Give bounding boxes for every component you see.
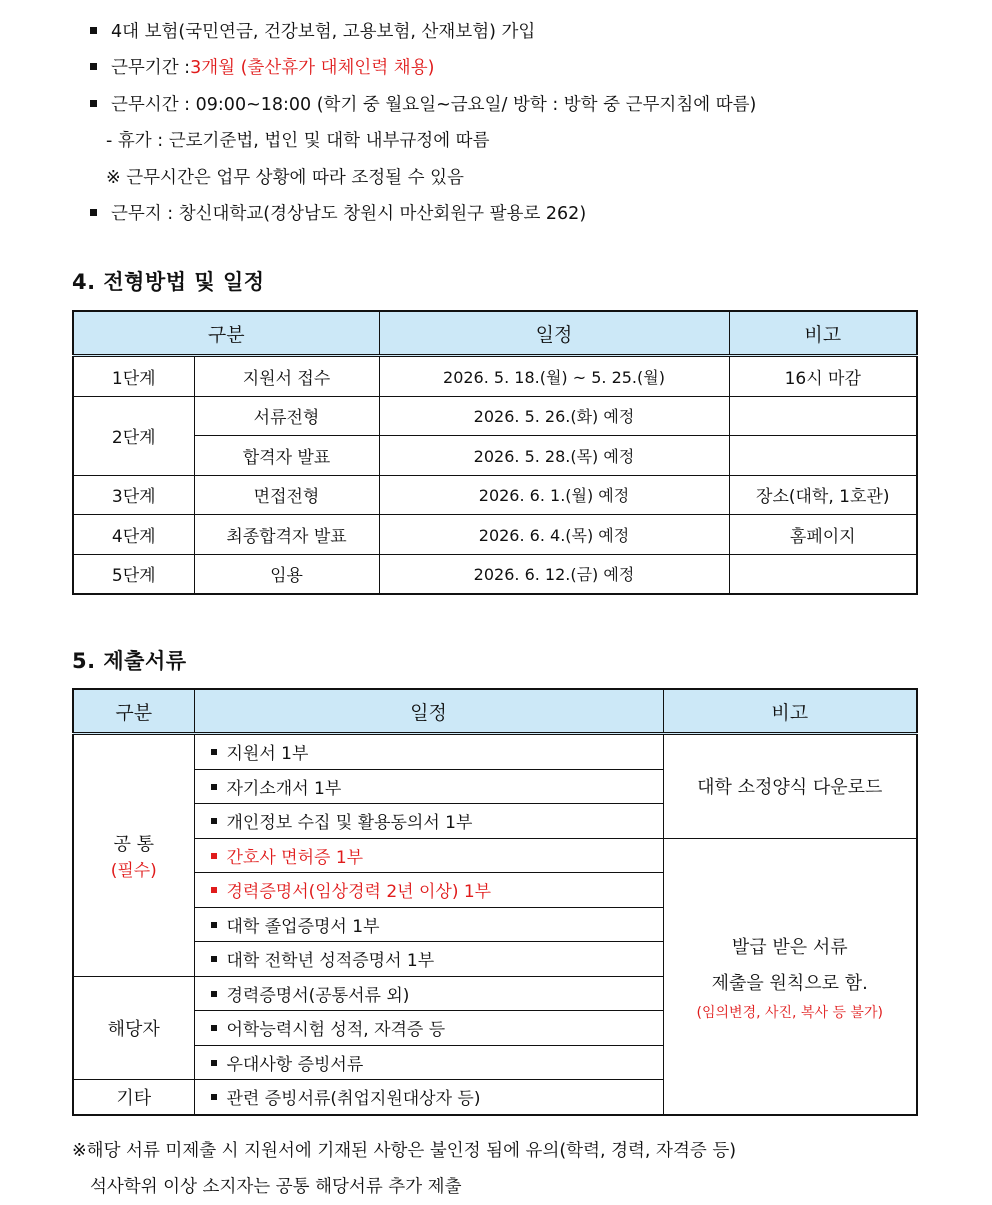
stage-cell: 2단계 (73, 396, 194, 475)
header-note: 비고 (663, 689, 917, 734)
group-common-label: 공 통 (113, 833, 154, 855)
bullet-square-icon (211, 887, 217, 893)
footnote-line: ※해당 서류 미제출 시 지원서에 기재된 사항은 불인정 됨에 유의(학력, 경력, 자격증 등) (72, 1141, 737, 1161)
date-cell: 2026. 6. 12.(금) 예정 (379, 554, 729, 594)
header-category: 구분 (73, 689, 194, 734)
document-item-required: 간호사 면허증 1부 (194, 838, 663, 873)
note-cell (729, 554, 917, 594)
bullet-square-icon (90, 209, 97, 216)
document-item: 대학 졸업증명서 1부 (194, 907, 663, 942)
note-cell (729, 396, 917, 436)
footnote-line: 석사학위 이상 소지자는 공통 해당서류 추가 제출 (90, 1177, 462, 1197)
documents-table (72, 688, 918, 1116)
stage-cell: 5단계 (73, 554, 194, 594)
stage-cell: 4단계 (73, 515, 194, 555)
bullet-square-icon (211, 853, 217, 859)
bullet-work-period: 근무기간 : 3개월 (출산휴가 대체인력 채용) (88, 49, 756, 86)
header-schedule: 일정 (379, 311, 729, 356)
sub-vacation: - 휴가 : 근로기준법, 법인 및 대학 내부규정에 따름 (106, 131, 490, 152)
note-line: 제출을 원칙으로 함. (711, 973, 868, 994)
header-category: 구분 (73, 311, 379, 356)
table-row (73, 356, 917, 397)
document-item: 어학능력시험 성적, 자격증 등 (194, 1011, 663, 1046)
document-item-required: 경력증명서(임상경력 2년 이상) 1부 (194, 873, 663, 908)
bullet-square-icon (211, 991, 217, 997)
table-row (73, 734, 917, 770)
bullet-square-icon (211, 784, 217, 790)
task-cell: 지원서 접수 (194, 356, 379, 397)
employment-conditions (88, 12, 756, 231)
note-form-download: 대학 소정양식 다운로드 (663, 734, 917, 839)
table-row (73, 396, 917, 436)
group-common-cell (73, 734, 194, 977)
header-schedule: 일정 (194, 689, 663, 734)
section5-title: 5. 제출서류 (72, 649, 187, 673)
group-applicable-cell: 해당자 (73, 976, 194, 1080)
table-row (73, 838, 917, 873)
bullet-square-icon (211, 1060, 217, 1066)
document-item: 지원서 1부 (194, 734, 663, 770)
table-row (73, 436, 917, 476)
schedule-table (72, 310, 918, 595)
bullet-workplace: 근무지 : 창신대학교(경상남도 창원시 마산회원구 팔용로 262) (88, 195, 756, 232)
bullet-square-icon (211, 818, 217, 824)
table-row (73, 554, 917, 594)
header-note: 비고 (729, 311, 917, 356)
document-item: 자기소개서 1부 (194, 769, 663, 804)
stage-cell: 3단계 (73, 475, 194, 515)
bullet-square-icon (211, 1025, 217, 1031)
section4-title: 4. 전형방법 및 일정 (72, 270, 265, 294)
bullet-square-icon (211, 749, 217, 755)
stage-cell: 1단계 (73, 356, 194, 397)
group-common-required: (필수) (110, 860, 157, 881)
bullet-square-icon (211, 922, 217, 928)
table-header-row (73, 689, 917, 734)
note-line: 발급 받은 서류 (731, 937, 848, 958)
bullet-square-icon (211, 956, 217, 962)
note-cell (729, 436, 917, 476)
note-original-documents (663, 838, 917, 1115)
task-cell: 임용 (194, 554, 379, 594)
table-header-row (73, 311, 917, 356)
note-warning: (임의변경, 사진, 복사 등 불가) (696, 1005, 883, 1021)
date-cell: 2026. 6. 4.(목) 예정 (379, 515, 729, 555)
document-item: 개인정보 수집 및 활용동의서 1부 (194, 804, 663, 839)
footnote (72, 1133, 736, 1205)
table-row (73, 475, 917, 515)
task-cell: 면접전형 (194, 475, 379, 515)
document-item: 관련 증빙서류(취업지원대상자 등) (194, 1080, 663, 1115)
note-cell: 16시 마감 (729, 356, 917, 397)
bullet-square-icon (90, 63, 97, 70)
task-cell: 최종합격자 발표 (194, 515, 379, 555)
document-item: 대학 전학년 성적증명서 1부 (194, 942, 663, 977)
document-item: 우대사항 증빙서류 (194, 1045, 663, 1080)
work-period-highlight: 3개월 (출산휴가 대체인력 채용) (190, 58, 435, 79)
date-cell: 2026. 6. 1.(월) 예정 (379, 475, 729, 515)
bullet-square-icon (90, 100, 97, 107)
date-cell: 2026. 5. 26.(화) 예정 (379, 396, 729, 436)
bullet-work-hours: 근무시간 : 09:00~18:00 (학기 중 월요일~금요일/ 방학 : 방학 중 근무지침에 따름) (88, 85, 756, 122)
bullet-insurance: 4대 보험(국민연금, 건강보험, 고용보험, 산재보험) 가입 (88, 12, 756, 49)
date-cell: 2026. 5. 28.(목) 예정 (379, 436, 729, 476)
note-cell: 홈페이지 (729, 515, 917, 555)
group-other-cell: 기타 (73, 1080, 194, 1115)
bullet-square-icon (90, 27, 97, 34)
document-item: 경력증명서(공통서류 외) (194, 976, 663, 1011)
note-cell: 장소(대학, 1호관) (729, 475, 917, 515)
table-row (73, 515, 917, 555)
task-cell: 합격자 발표 (194, 436, 379, 476)
date-cell: 2026. 5. 18.(월) ~ 5. 25.(월) (379, 356, 729, 397)
bullet-square-icon (211, 1094, 217, 1100)
task-cell: 서류전형 (194, 396, 379, 436)
sub-hours-note: ※ 근무시간은 업무 상황에 따라 조정될 수 있음 (106, 167, 464, 188)
